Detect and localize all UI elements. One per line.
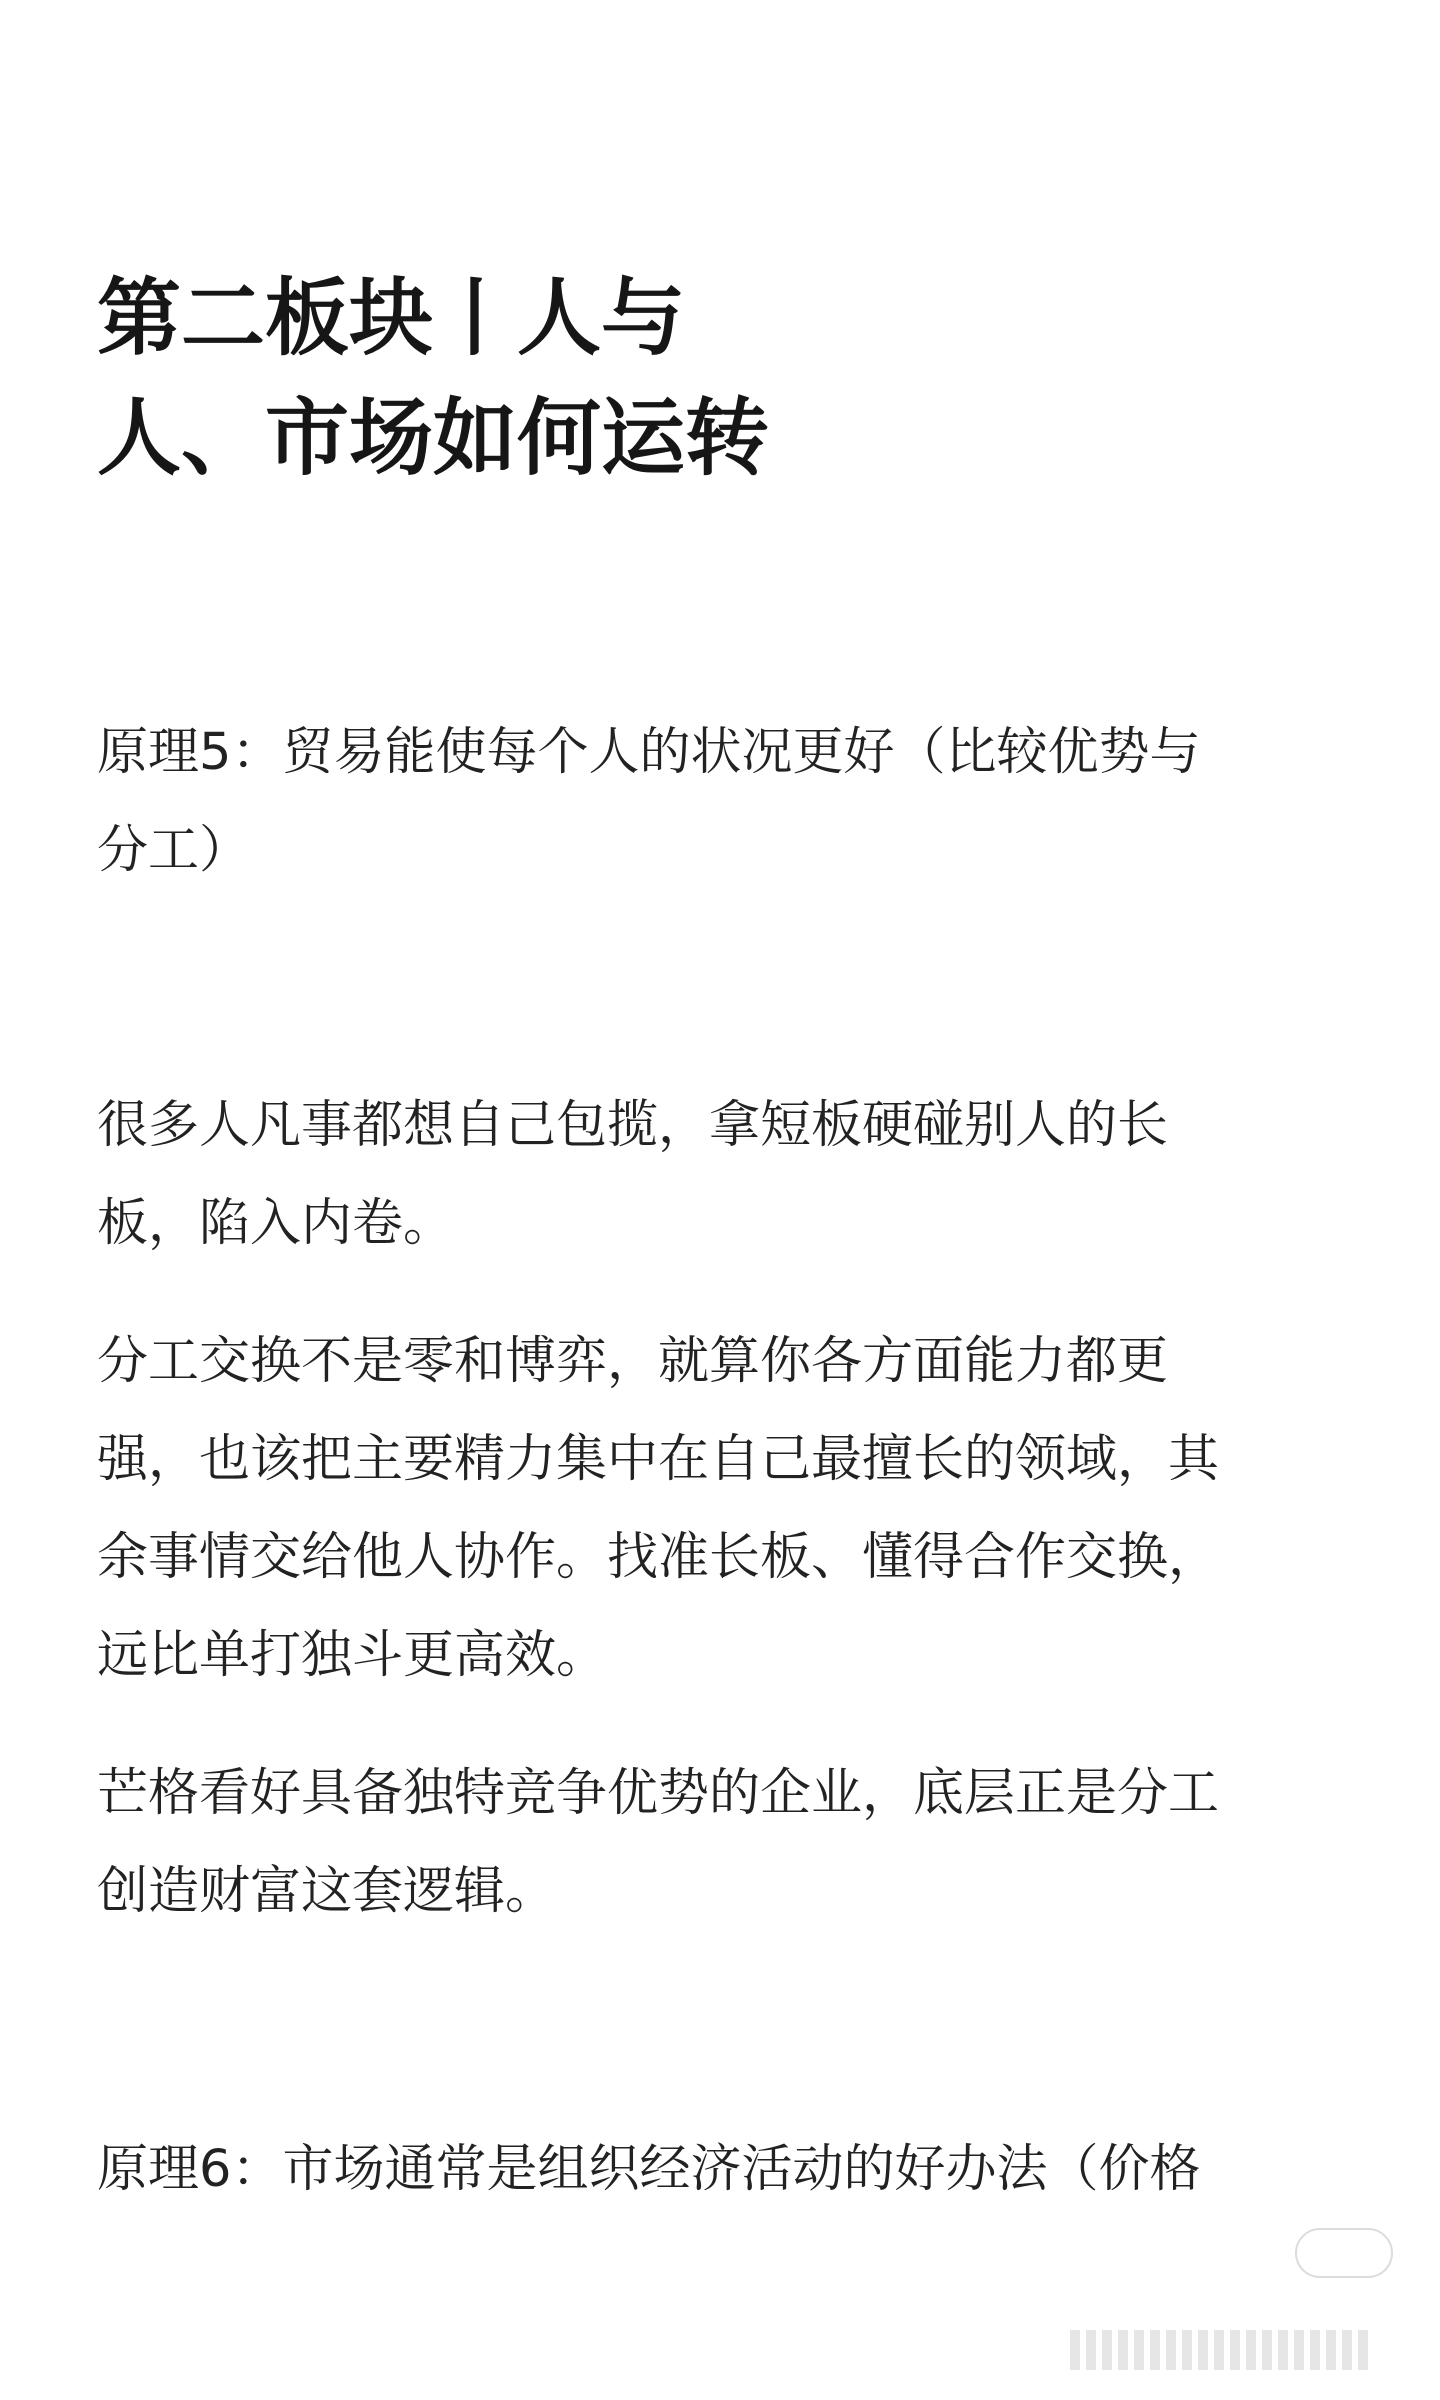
principle-5-line-1: 原理5：贸易能使每个人的状况更好（比较优势与: [97, 723, 1201, 782]
paragraph-2-line-1: 分工交换不是零和博弈，就算你各方面能力都更: [97, 1332, 1169, 1391]
section-title-line-1: 第二板块丨人与: [97, 269, 686, 367]
paragraph-1: [97, 1077, 1357, 1273]
paragraph-2-line-2: 强，也该把主要精力集中在自己最擅长的领域，其: [97, 1430, 1220, 1489]
paragraph-3-line-2: 创造财富这套逻辑。: [97, 1862, 557, 1921]
paragraph-2: [97, 1313, 1357, 1705]
watermark-logo-icon: [1295, 2228, 1393, 2278]
paragraph-3-line-1: 芒格看好具备独特竞争优势的企业，底层正是分工: [97, 1764, 1220, 1823]
principle-6-line-1: 原理6：市场通常是组织经济活动的好办法（价格: [97, 2140, 1201, 2199]
section-title-line-2: 人、市场如何运转: [97, 389, 770, 487]
paragraph-2-line-4: 远比单打独斗更高效。: [97, 1626, 608, 1685]
paragraph-1-line-1: 很多人凡事都想自己包揽，拿短板硬碰别人的长: [97, 1096, 1169, 1155]
principle-6-heading: [97, 2121, 1357, 2219]
watermark-bars-icon: [1070, 2326, 1368, 2370]
paragraph-2-line-3: 余事情交给他人协作。找准长板、懂得合作交换，: [97, 1528, 1220, 1587]
principle-5-line-2: 分工）: [97, 821, 251, 880]
section-title: [97, 258, 1097, 498]
principle-5-heading: [97, 704, 1357, 900]
paragraph-1-line-2: 板，陷入内卷。: [97, 1194, 455, 1253]
paragraph-3: [97, 1745, 1357, 1941]
